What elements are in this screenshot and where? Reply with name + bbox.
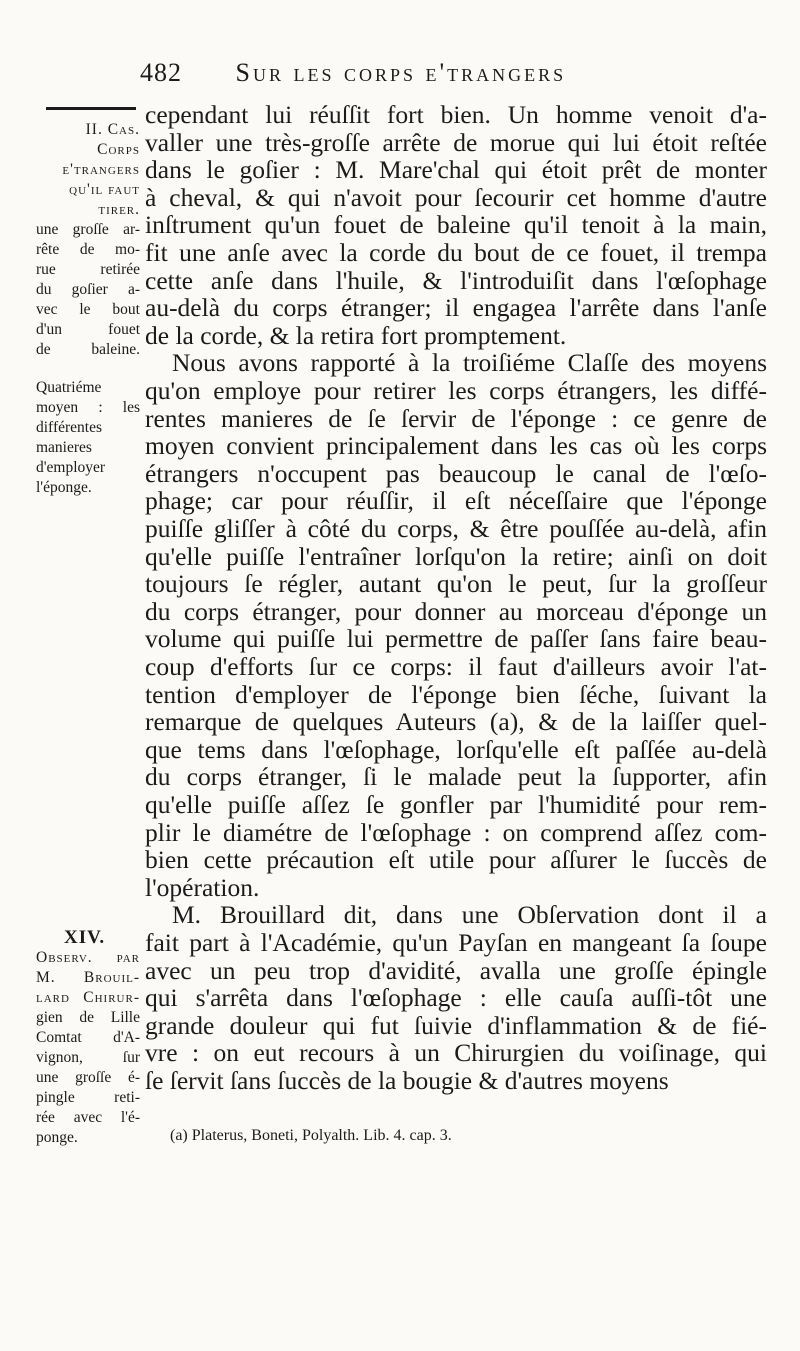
text-line: au-delà du corps étranger; il engagea l'arrête dans l'anſe — [145, 293, 767, 323]
text-line: tention d'employer de l'éponge bien ſéche, ſuivant la — [145, 679, 767, 709]
margin-line: une groſſe ar- — [36, 221, 140, 238]
margin-line: rête de mo- — [36, 241, 140, 258]
text-line: toujours ſe régler, autant qu'on le peut, ſur la groſſeur — [145, 569, 767, 599]
text-line: étrangers n'occupent pas beaucoup le canal de l'œſo- — [145, 458, 767, 488]
page-number: 482 — [140, 58, 182, 87]
text-line: coup d'efforts ſur ce corps: il faut d'ailleurs avoir l'at- — [145, 652, 767, 681]
margin-observation-xiv — [36, 928, 140, 1148]
text-line: Nous avons rapporté à la troiſiéme Claſſe des moyens — [172, 348, 767, 378]
margin-line: XIV. — [64, 927, 106, 948]
margin-quatrieme-moyen — [36, 378, 140, 498]
running-header — [140, 58, 660, 88]
margin-line: du goſier a- — [36, 281, 140, 298]
text-line: phage; car pour réuſſir, il eſt néceſſaire que l'éponge — [145, 486, 767, 516]
margin-line: Observ. par — [36, 949, 140, 966]
text-line: cette anſe dans l'huile, & l'introduiſit dans l'œſophage — [145, 265, 767, 295]
text-line: du corps étranger, ſi le malade peut la ſupporter, afin — [145, 762, 767, 792]
margin-line: Corps — [97, 141, 140, 158]
text-line: M. Brouillard dit, dans une Obſervation dont il a — [172, 900, 767, 930]
margin-line: ponge. — [36, 1129, 78, 1146]
text-line: cependant lui réuſſit fort bien. Un homme venoit d'a- — [145, 100, 767, 129]
text-line: l'opération. — [145, 872, 260, 902]
text-line: que tems dans l'œſophage, lorſqu'elle eſt paſſée au-delà — [145, 734, 767, 764]
margin-line: II. Cas. — [85, 121, 140, 138]
margin-line: vec le bout — [36, 301, 140, 318]
margin-line: vignon, ſur — [36, 1049, 140, 1066]
section-rule — [46, 107, 136, 110]
text-line: grande douleur qui fut ſuivie d'inflammation & de fié- — [145, 1010, 767, 1040]
text-line: qu'elle puiſſe aſſez ſe gonfler par l'humidité pour rem- — [145, 790, 767, 819]
text-line: bien cette précaution eſt utile pour aſſurer le ſuccès de — [145, 845, 767, 875]
text-line: volume qui puiſſe lui permettre de paſſer ſans faire beau- — [145, 624, 767, 654]
text-line: de la corde, & la retira fort promptement. — [145, 320, 567, 350]
running-title: Sur les corps e'trangers — [235, 58, 567, 87]
margin-line: pingle reti- — [36, 1089, 140, 1106]
text-line: du corps étranger, pour donner au morceau d'éponge un — [145, 596, 767, 626]
text-line: plir le diamétre de l'œſophage : on comprend aſſez com- — [145, 817, 767, 847]
margin-line: Quatriéme — [36, 379, 102, 396]
margin-line: d'un fouet — [36, 321, 140, 338]
margin-line: moyen : les — [36, 399, 140, 416]
footnote: (a) Platerus, Boneti, Polyalth. Lib. 4. cap. 3. — [170, 1127, 452, 1144]
text-line: fit une anſe avec la corde du bout de ce fouet, il trempa — [145, 238, 767, 267]
margin-line: tirer. — [98, 201, 140, 218]
text-line: à cheval, & qui n'avoit pour ſecourir cet homme d'autre — [145, 182, 767, 212]
text-line: ſe ſervit ſans ſuccès de la bougie & d'autres moyens — [145, 1066, 669, 1095]
margin-line: rue retirée — [36, 261, 140, 278]
margin-line: qu'il faut — [69, 181, 140, 198]
margin-case-ii — [36, 120, 140, 360]
text-line: rentes manieres de ſe ſervir de l'éponge : ce genre de — [145, 403, 767, 433]
text-line: remarque de quelques Auteurs (a), & de la laiſſer quel- — [145, 707, 767, 737]
margin-line: e'trangers — [62, 161, 140, 178]
margin-line: de baleine. — [36, 341, 140, 358]
text-line: inſtrument qu'un fouet de baleine qu'il tenoit à la main, — [145, 210, 767, 240]
margin-line: l'éponge. — [36, 479, 92, 496]
text-line: qu'elle puiſſe l'entraîner lorſqu'on la retire; ainſi on doit — [145, 541, 767, 571]
margin-line: d'employer — [36, 459, 106, 476]
margin-line: Comtat d'A- — [36, 1029, 140, 1046]
margin-line: manieres — [36, 439, 92, 456]
text-line: fait part à l'Académie, qu'un Payſan en mangeant ſa ſoupe — [145, 928, 767, 957]
margin-line: M. Brouil- — [36, 969, 140, 986]
margin-line: gien de Lille — [36, 1009, 140, 1026]
text-line: vre : on eut recours à un Chirurgien du voiſinage, qui — [145, 1038, 767, 1068]
text-line: dans le goſier : M. Mare'chal qui étoit prêt de monter — [145, 155, 767, 185]
margin-line: lard Chirur- — [36, 989, 140, 1006]
text-line: qui s'arrêta dans l'œſophage : elle cauſa auſſi-tôt une — [145, 983, 767, 1013]
text-line: qu'on employe pour retirer les corps étrangers, les diffé- — [145, 376, 767, 405]
margin-line: rée avec l'é- — [36, 1109, 140, 1126]
text-line: puiſſe gliſſer à côté du corps, & être pouſſée au-delà, afin — [145, 514, 767, 543]
text-line: valler une très-groſſe arrête de morue qui lui étoit reſtée — [145, 127, 767, 157]
margin-line: une groſſe é- — [36, 1069, 140, 1086]
text-line: avec un peu trop d'avidité, avalla une groſſe épingle — [145, 955, 767, 985]
margin-line: différentes — [36, 419, 102, 436]
text-line: moyen convient principalement dans les cas où les corps — [145, 431, 767, 461]
